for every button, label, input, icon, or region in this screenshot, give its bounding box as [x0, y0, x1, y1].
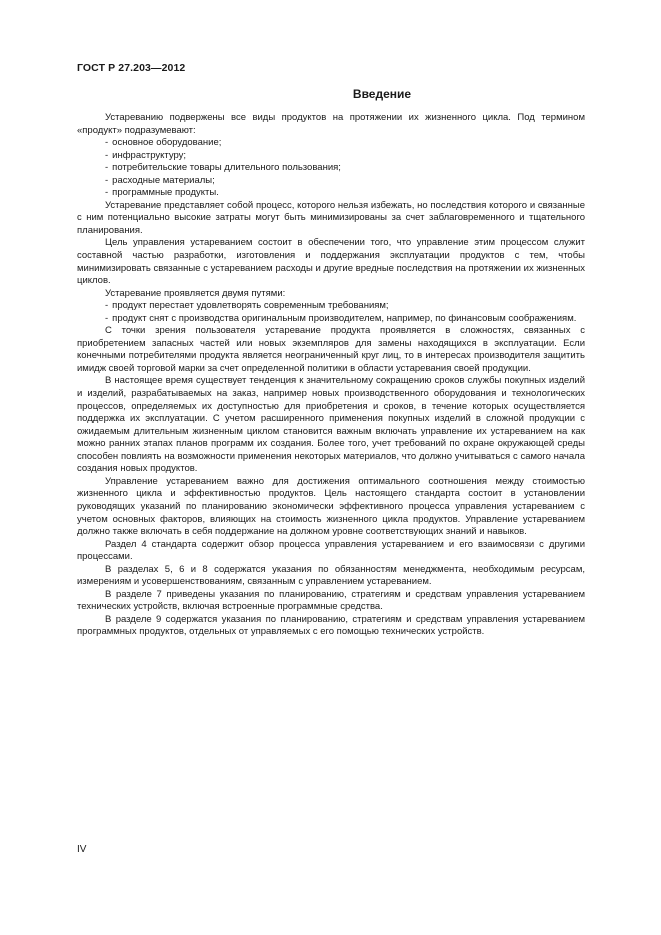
- paragraph: В разделе 9 содержатся указания по планированию, стратегиям и средствам управления устареванием программных продуктов, отдельных от управляемых с его помощью технических устройств.: [77, 613, 585, 638]
- paragraph: Цель управления устареванием состоит в обеспечении того, что управление этим процессом служит составной частью разработки, изготовления и поддержания эксплуатации продуктов с тем, чтобы минимизировать связанные с устареванием расходы и другие вредные последствия на протяжении их жизненных циклов.: [77, 237, 585, 287]
- paragraph: Раздел 4 стандарта содержит обзор процесса управления устареванием и его взаимосвязи с другими процессами.: [77, 538, 585, 563]
- page-number: IV: [77, 844, 87, 855]
- paragraph: Управление устареванием важно для достижения оптимального соотношения между стоимостью жизненного цикла и эффективностью продуктов. Цель настоящего стандарта состоит в установлении руководящих указаний по планированию экономически эффективного процесса управления устареванием с учетом основных факторов, влияющих на стоимость жизненного цикла продуктов. Управление устареванием должно также включать в себя поддержание на должном уровне соответствующих знаний и навыков.: [77, 475, 585, 538]
- list-item: - продукт перестает удовлетворять современным требованиям;: [105, 300, 389, 312]
- list-item: - основное оборудование;: [105, 137, 222, 149]
- list-item: - потребительские товары длительного пользования;: [105, 162, 341, 174]
- paragraph: В настоящее время существует тенденция к значительному сокращению сроков службы покупных изделий и изделий, разрабатываемых на заказ, например новых производственного оборудования и технологических процессов, определяемых их доступностью для приобретения и сроков, в течение которых осуществляется поддержка их эксплуатации. С учетом расширенного применения покупных изделий в сложной продукции с ожидаемым длительным жизненным циклом становится важным включать управление их устареванием на как можно ранних этапах планов программ их создания. Более того, учет требований по охране окружающей среды способен повлиять на возможности применения некоторых материалов, что должно учитываться с самого начала создания новых продуктов.: [77, 375, 585, 475]
- paragraph: Устаревание представляет собой процесс, которого нельзя избежать, но последствия которого и связанные с ним потенциально высокие затраты могут быть минимизированы за счет заблаговременного и тщательного планирования.: [77, 199, 585, 236]
- document-body: [77, 112, 585, 639]
- paragraph: Устаревание проявляется двумя путями:: [105, 287, 286, 299]
- paragraph: Устареванию подвержены все виды продуктов на протяжении их жизненного цикла. Под термином «продукт» подразумевают:: [77, 112, 585, 136]
- paragraph: С точки зрения пользователя устаревание продукта проявляется в сложностях, связанных с приобретением запасных частей или новых экземпляров для замены находящихся в эксплуатации. Если конечными потребителями продукта является неограниченный круг лиц, то в интересах производителя защитить имидж своей торговой марки за счет определенной политики в области устаревания своей продукции.: [77, 325, 585, 374]
- list-item: - продукт снят с производства оригинальным производителем, например, по финансовым соображениям.: [105, 312, 577, 324]
- obsolescence-ways-list: [77, 300, 585, 325]
- list-item: - инфраструктуру;: [105, 149, 187, 161]
- list-item: - программные продукты.: [105, 187, 219, 199]
- product-list: [77, 137, 585, 200]
- section-title: Введение: [352, 87, 412, 101]
- standard-header: ГОСТ Р 27.203—2012: [77, 62, 186, 74]
- list-item: - расходные материалы;: [105, 174, 215, 186]
- paragraph: В разделе 7 приведены указания по планированию, стратегиям и средствам управления устареванием технических устройств, включая встроенные программные средства.: [77, 588, 585, 613]
- paragraph: В разделах 5, 6 и 8 содержатся указания по обязанностям менеджмента, необходимым ресурсам, измерениям и усовершенствованиям, связанным с управлением устареванием.: [77, 563, 585, 588]
